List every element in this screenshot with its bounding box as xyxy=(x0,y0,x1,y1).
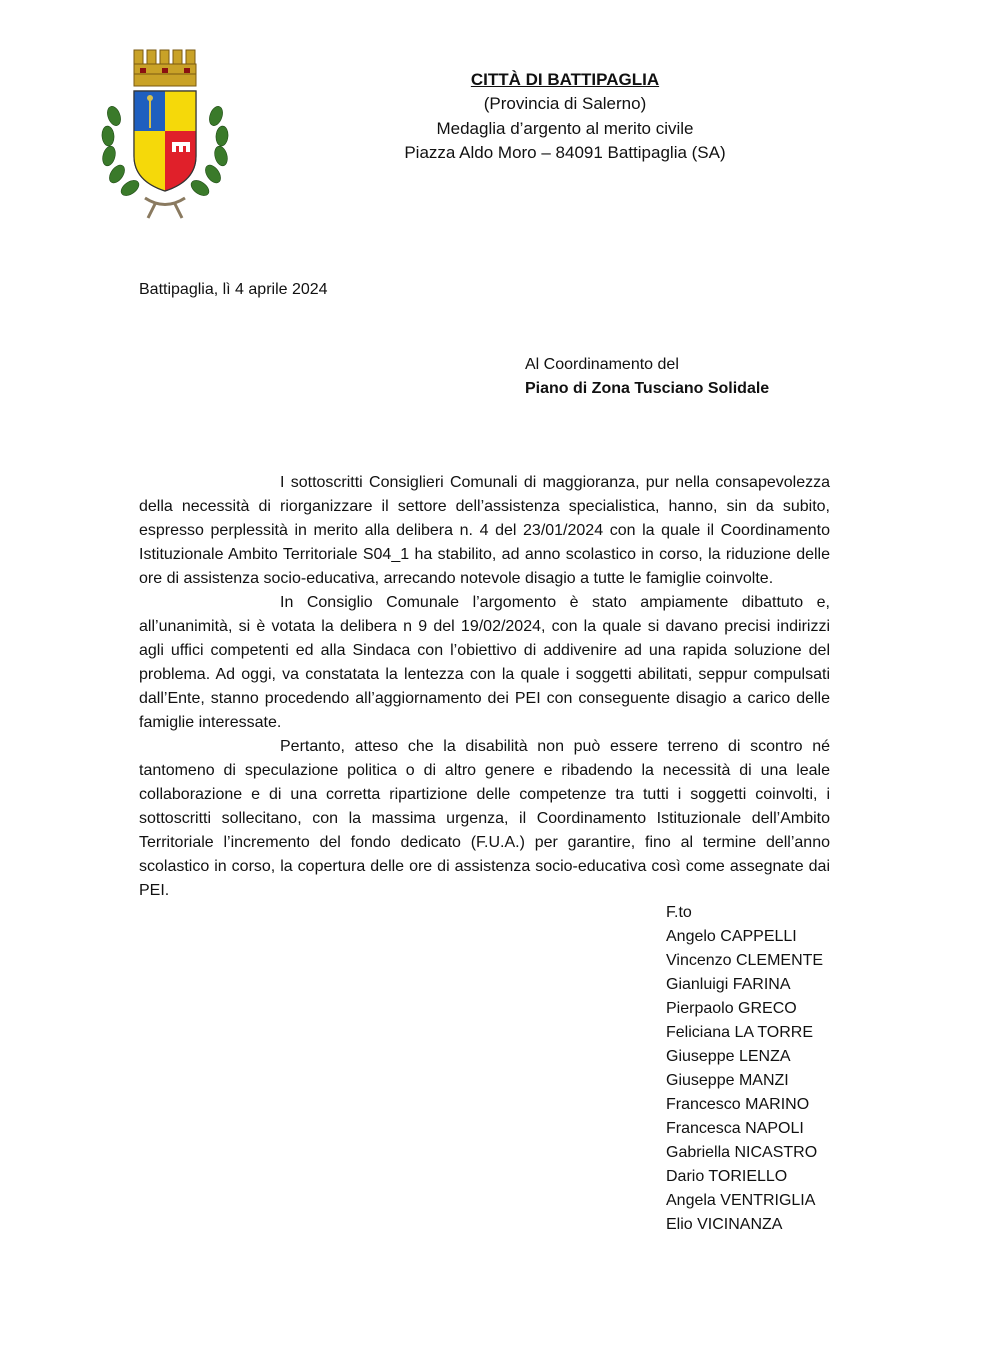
signatory-name: Pierpaolo GRECO xyxy=(666,1000,797,1017)
medal-line: Medaglia d’argento al merito civile xyxy=(436,118,694,138)
signatory-name: Feliciana LA TORRE xyxy=(666,1024,814,1041)
signatory-name: Francesca NAPOLI xyxy=(666,1120,804,1137)
letter-body xyxy=(139,471,830,903)
signatory-name: Giuseppe LENZA xyxy=(666,1048,791,1065)
signatory-name: Elio VICINANZA xyxy=(666,1216,783,1233)
recipient-line-1: Al Coordinamento del xyxy=(525,356,679,373)
crown-icon xyxy=(134,50,196,86)
body-paragraph-3: Pertanto, atteso che la disabilità non può essere terreno di scontro né tantomeno di speculazione politica o di altro genere e ribadendo la necessità di una leale collaborazione e di una corretta ripartizione delle competenze tra tutti i soggetti coinvolti, i sottoscritti sollecitano, con la massima urgenza, il Coordinamento Istituzionale dell’Ambito Territoriale l’incremento del fondo dedicato (F.U.A.) per garantire, fino al termine dell’anno scolastico in corso, la copertura delle ore di assistenza socio-educativa così come assegnate dai PEI. xyxy=(139,738,830,899)
signatory-name: Dario TORIELLO xyxy=(666,1168,788,1185)
signatory-name: Vincenzo CLEMENTE xyxy=(666,952,824,969)
signatory-name: Angelo CAPPELLI xyxy=(666,928,797,945)
signatory-name: Angela VENTRIGLIA xyxy=(666,1192,816,1209)
body-paragraph-1: I sottoscritti Consiglieri Comunali di maggioranza, pur nella consapevolezza della necessità di riorganizzare il settore dell’assistenza specialistica, hanno, sin da subito, espresso perplessità in merito alla delibera n. 4 del 23/01/2024 con la quale il Coordinamento Istituzionale Ambito Territoriale S04_1 ha stabilito, ad anno scolastico in corso, la riduzione delle ore di assistenza socio-educativa, arrecando notevole disagio a tutte le famiglie coinvolte. xyxy=(139,474,830,587)
signatory-name: Gabriella NICASTRO xyxy=(666,1144,818,1161)
signatory-name: Gianluigi FARINA xyxy=(666,976,791,993)
signatory-name: Giuseppe MANZI xyxy=(666,1072,789,1089)
signature-block xyxy=(666,901,823,1237)
recipient-line-2: Piano di Zona Tusciano Solidale xyxy=(525,380,770,397)
ribbon-icon xyxy=(145,198,185,218)
city-name: CITTÀ DI BATTIPAGLIA xyxy=(470,70,660,89)
signature-label: F.to xyxy=(666,904,692,921)
city-coat-of-arms-icon xyxy=(100,46,230,221)
shield-icon xyxy=(134,91,196,191)
signatory-name: Francesco MARINO xyxy=(666,1096,810,1113)
letter-date: Battipaglia, lì 4 aprile 2024 xyxy=(139,281,328,298)
recipient-block xyxy=(525,353,769,401)
address-line: Piazza Aldo Moro – 84091 Battipaglia (SA) xyxy=(404,143,726,162)
letterhead xyxy=(390,68,740,166)
body-paragraph-2: In Consiglio Comunale l’argomento è stato ampiamente dibattuto e, all’unanimità, si è votata la delibera n 9 del 19/02/2024, con la quale si davano precisi indirizzi agli uffici competenti ed alla Sindaca con l’obiettivo di addivenire ad una rapida soluzione del problema. Ad oggi, va constatata la lentezza con la quale i soggetti abilitati, seppur compulsati dall’Ente, stanno procedendo all’aggiornamento dei PEI con conseguente disagio a carico delle famiglie interessate. xyxy=(139,594,830,731)
province: (Provincia di Salerno) xyxy=(483,94,647,113)
